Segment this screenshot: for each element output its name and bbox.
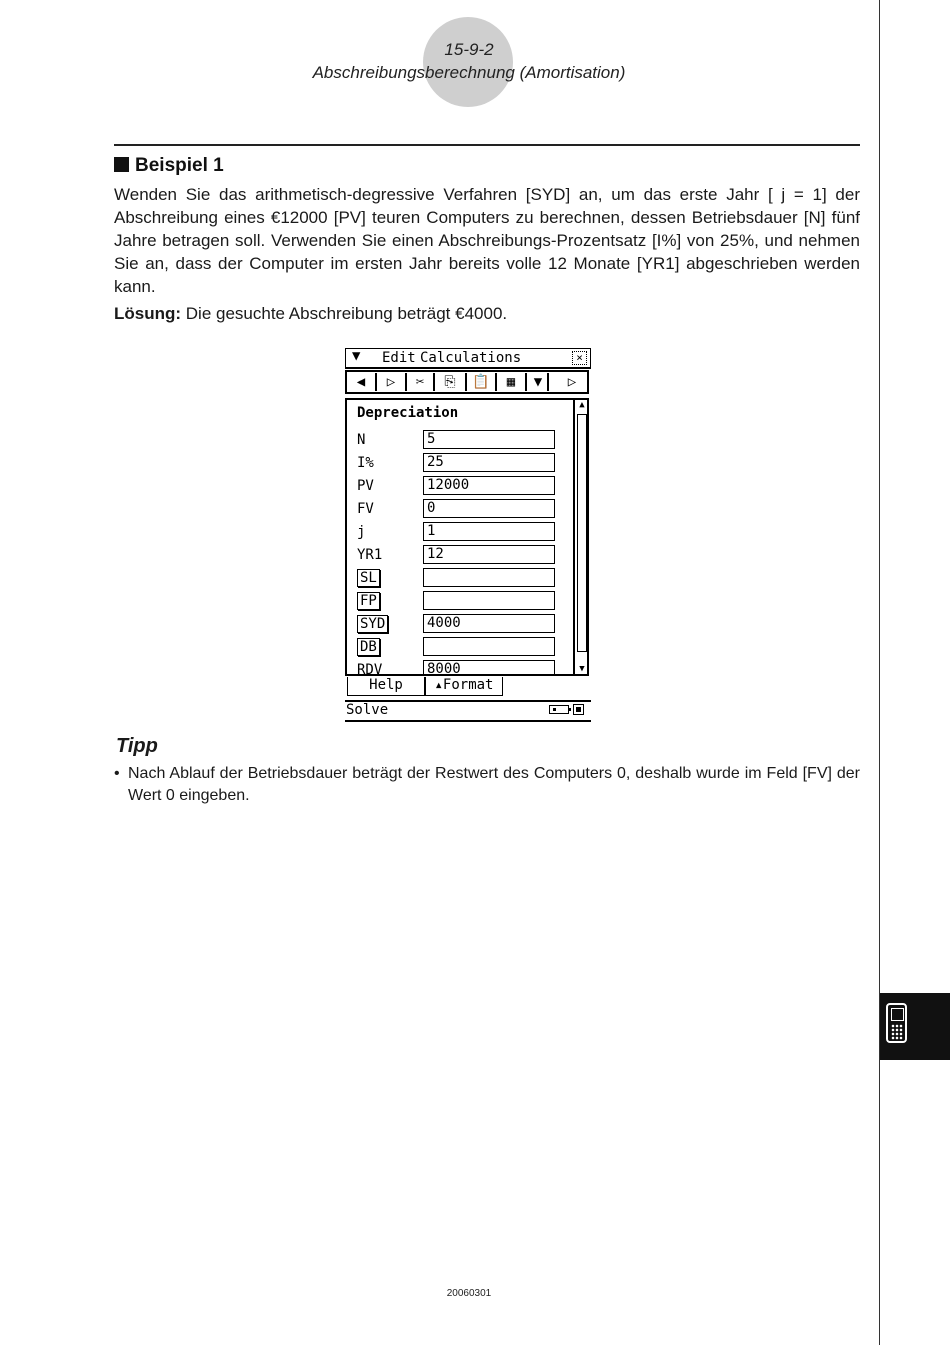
row-label: YR1 xyxy=(357,547,383,563)
stop-icon[interactable] xyxy=(573,704,584,715)
row-label: FV xyxy=(357,501,374,517)
field-ipct[interactable]: 25 xyxy=(423,453,555,472)
solution-label: Lösung: xyxy=(114,304,182,323)
menu-bar xyxy=(345,348,591,369)
tab-bar xyxy=(347,677,589,697)
solve-fp-button[interactable]: FP xyxy=(357,592,380,610)
header-circle xyxy=(423,17,513,107)
menu-calculations[interactable]: Calculations xyxy=(420,350,522,366)
field-n[interactable]: 5 xyxy=(423,430,555,449)
scrollbar[interactable] xyxy=(573,400,589,674)
form-row xyxy=(357,430,557,450)
tip-heading: Tipp xyxy=(116,735,158,757)
row-label: I% xyxy=(357,455,374,471)
field-fv[interactable]: 0 xyxy=(423,499,555,518)
form-row xyxy=(357,522,557,542)
page-number: 15-9-2 xyxy=(444,40,494,59)
form-row xyxy=(357,568,557,588)
solve-db-button[interactable]: DB xyxy=(357,638,380,656)
status-text: Solve xyxy=(346,702,389,718)
menu-edit[interactable]: Edit xyxy=(382,350,416,366)
table-icon[interactable]: ▦ xyxy=(497,373,527,391)
battery-icon xyxy=(549,705,569,714)
play-icon[interactable]: ▷ xyxy=(377,373,407,391)
dropdown-icon[interactable]: ▼ xyxy=(529,373,549,391)
field-pv[interactable]: 12000 xyxy=(423,476,555,495)
form-row xyxy=(357,476,557,496)
form-row xyxy=(357,453,557,473)
right-margin-rule xyxy=(879,0,880,1345)
solution-line xyxy=(114,304,507,324)
form-row xyxy=(357,614,557,634)
chapter-side-tab xyxy=(880,993,950,1060)
form-row xyxy=(357,545,557,565)
tip-item xyxy=(114,763,860,807)
solution-text: Die gesuchte Abschreibung beträgt €4000. xyxy=(185,304,508,323)
square-bullet-icon xyxy=(114,157,129,172)
form-title: Depreciation xyxy=(357,405,459,421)
row-label: RDV xyxy=(357,662,383,676)
row-label: N xyxy=(357,432,366,448)
form-row xyxy=(357,637,557,657)
depreciation-form xyxy=(345,398,589,676)
scroll-thumb[interactable] xyxy=(577,414,587,652)
bullet-icon: • xyxy=(114,765,120,782)
cut-icon[interactable]: ✂ xyxy=(407,373,435,391)
status-bar xyxy=(345,700,591,722)
tab-format[interactable]: ▴Format xyxy=(425,677,503,696)
field-fp[interactable] xyxy=(423,591,555,610)
back-icon[interactable]: ◀ xyxy=(347,373,377,391)
solve-syd-button[interactable]: SYD xyxy=(357,615,388,633)
solve-sl-button[interactable]: SL xyxy=(357,569,380,587)
copy-icon[interactable]: ⎘ xyxy=(435,373,467,391)
field-syd[interactable]: 4000 xyxy=(423,614,555,633)
scroll-down-icon[interactable]: ▼ xyxy=(579,664,585,674)
example-heading-text: Beispiel 1 xyxy=(135,155,224,176)
example-paragraph: Wenden Sie das arithmetisch-degressive Verfahren [SYD] an, um das erste Jahr [ j = 1] der Abschreibung eines €12000 [PV] teuren Computers zu berechnen, dessen Betriebsdauer [N] fünf Jahre betragen soll. Verwenden Sie einen Abschreibungs-Prozentsatz [I%] von 25%, und nehmen Sie an, dass der Computer im ersten Jahr bereits volle 12 Monate [YR1] abgeschrieben werden kann. xyxy=(114,185,860,296)
row-label: j xyxy=(357,524,366,540)
footer-code: 20060301 xyxy=(446,1288,492,1299)
form-row xyxy=(357,660,557,676)
tip-text: Nach Ablauf der Betriebsdauer beträgt der Restwert des Computers 0, deshalb wurde im Feld [FV] der Wert 0 eingeben. xyxy=(128,765,860,804)
scroll-up-icon[interactable]: ▲ xyxy=(579,400,585,410)
close-icon[interactable]: × xyxy=(572,351,587,365)
example-heading xyxy=(114,155,224,177)
row-label: PV xyxy=(357,478,374,494)
field-db[interactable] xyxy=(423,637,555,656)
field-j[interactable]: 1 xyxy=(423,522,555,541)
field-rdv[interactable]: 8000 xyxy=(423,660,555,676)
section-title: Abschreibungsberechnung (Amortisation) xyxy=(312,63,626,82)
calculator-icon xyxy=(886,1003,907,1043)
field-yr1[interactable]: 12 xyxy=(423,545,555,564)
form-row xyxy=(357,499,557,519)
form-row xyxy=(357,591,557,611)
field-sl[interactable] xyxy=(423,568,555,587)
calculator-screen xyxy=(345,348,591,720)
next-icon[interactable]: ▷ xyxy=(567,374,577,390)
toolbar xyxy=(345,370,589,394)
tab-help[interactable]: Help xyxy=(347,677,425,696)
menu-arrow-icon[interactable]: ▼ xyxy=(352,348,361,364)
top-rule xyxy=(114,144,860,146)
paste-icon[interactable]: 📋 xyxy=(467,373,497,391)
